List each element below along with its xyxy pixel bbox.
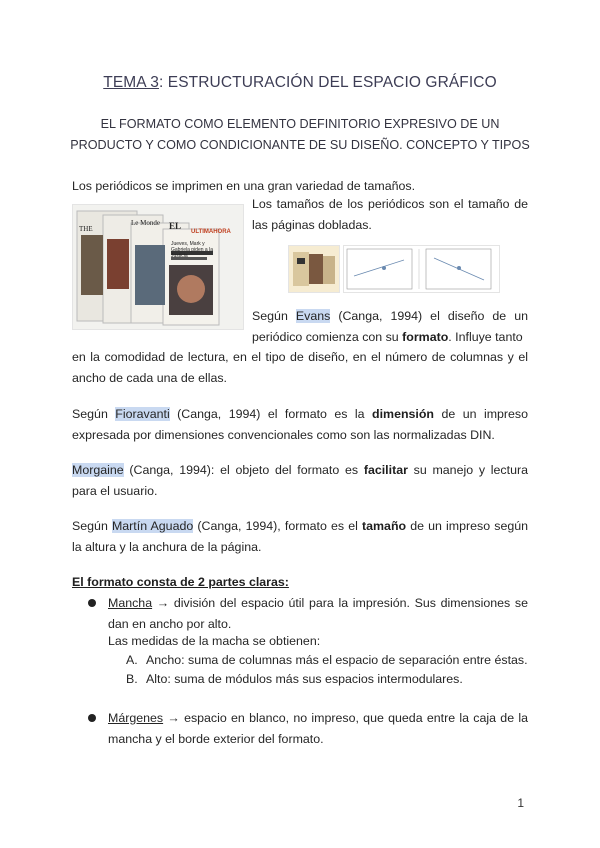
aguado-name[interactable]: Martín Aguado (111, 519, 194, 533)
bullet-dot (88, 599, 96, 607)
bullet-dot (88, 714, 96, 722)
title-rest: : ESTRUCTURACIÓN DEL ESPACIO GRÁFICO (158, 74, 497, 91)
morgaine-mid: (Canga, 1994): el objeto del formato es (123, 463, 364, 477)
mancha-item (108, 593, 528, 634)
masthead-1: THE (79, 225, 93, 233)
masthead-4: ULTIMAHORA (191, 229, 231, 235)
margenes-desc: espacio en blanco, no impreso, que queda entre la caja de la mancha y el borde exterior del formato. (108, 711, 529, 746)
margenes-arrow: → (163, 711, 185, 725)
aguado-pre: Según (72, 519, 112, 533)
morgaine-bold: facilitar (363, 463, 408, 477)
fioravanti-post: de un impreso expresada por dimensiones convencionales como son las normalizadas DIN. (72, 407, 529, 442)
morgaine-paragraph (72, 460, 528, 501)
masthead-3: EL (169, 221, 182, 231)
evans-name[interactable]: Evans (295, 309, 331, 323)
mancha-item-a: Ancho: suma de columnas más el espacio de separación entre éstas. (146, 653, 528, 667)
mancha-letter-b: B. (126, 672, 138, 686)
morgaine-name[interactable]: Morgaine (72, 463, 124, 477)
aguado-paragraph (72, 516, 528, 557)
small-newspapers-image (288, 245, 340, 293)
aguado-mid: (Canga, 1994), formato es el (193, 519, 363, 533)
mancha-letter-a: A. (126, 653, 138, 667)
mancha-arrow: → (152, 596, 174, 610)
evans-paragraph-bottom: en la comodidad de lectura, en el tipo de diseño, en el número de columnas y el ancho de cada una de ellas. (72, 350, 528, 385)
fioravanti-name[interactable]: Fioravanti (115, 407, 170, 421)
sizes-paragraph: Los tamaños de los periódicos son el tamaño de las páginas dobladas. (252, 197, 528, 232)
title-prefix: TEMA 3 (103, 74, 159, 91)
fioravanti-paragraph (72, 404, 528, 445)
page-number: 1 (517, 796, 524, 810)
fioravanti-bold: dimensión (372, 407, 435, 421)
fioravanti-pre: Según (72, 407, 116, 421)
mancha-desc: división del espacio útil para la impresión. Sus dimensiones se dan en ancho por alto. (108, 596, 528, 631)
evans-paragraph-top (252, 306, 528, 347)
small-diagram-image (343, 245, 500, 293)
masthead-headline: Jueves, Mark y Gabriela piden a la Justicia (171, 241, 213, 259)
evans-mid: (Canga, 1994) el diseño de un periódico comienza con su (252, 309, 528, 344)
parts-heading: El formato consta de 2 partes claras: (72, 575, 289, 589)
margenes-item (108, 708, 528, 749)
intro-paragraph: Los periódicos se imprimen en una gran variedad de tamaños. (72, 179, 416, 193)
morgaine-post: su manejo y lectura para el usuario. (72, 463, 528, 498)
aguado-post: de un impreso según la altura y la anchura de la página. (72, 519, 529, 554)
section-subtitle: EL FORMATO COMO ELEMENTO DEFINITORIO EXPRESIVO DE UN PRODUCTO Y COMO CONDICIONANTE DE SU DISEÑO. CONCEPTO Y TIPOS (70, 117, 530, 152)
fioravanti-mid: (Canga, 1994) el formato es la (169, 407, 373, 421)
masthead-2: Le Monde (131, 219, 160, 227)
evans-bold: formato (402, 329, 449, 344)
aguado-bold: tamaño (362, 519, 407, 533)
evans-pre: Según (252, 309, 296, 323)
newspapers-image (72, 204, 244, 330)
mancha-item-b: Alto: suma de módulos más sus espacios intermodulares. (146, 672, 463, 686)
mancha-measures-intro: Las medidas de la macha se obtienen: (108, 634, 321, 648)
page-title (0, 74, 600, 92)
evans-post-a: . Influye tanto (448, 329, 523, 344)
margenes-term: Márgenes (108, 711, 164, 725)
mancha-term: Mancha (108, 596, 153, 610)
